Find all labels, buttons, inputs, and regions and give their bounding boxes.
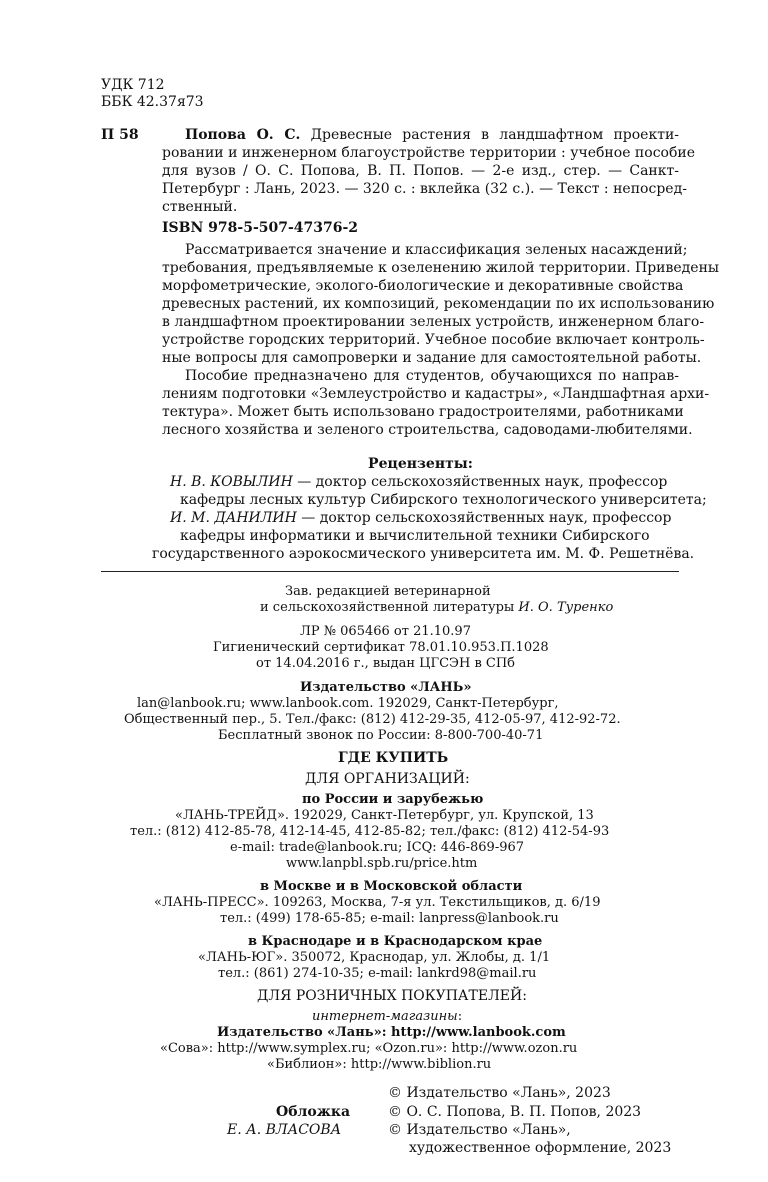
online-stores-label (312, 1009, 462, 1024)
catalog-line-5: ственный. (162, 199, 238, 215)
annotation-line: лесного хозяйства и зеленого строительства, садоводами-любителями. (162, 422, 693, 438)
catalog-line-1 (185, 127, 679, 143)
distributor-line: «ЛАНЬ-ПРЕСС». 109263, Москва, 7-я ул. Текстильщиков, д. 6/19 (154, 895, 601, 910)
reviewer-1 (170, 474, 667, 490)
annotation-line: устройстве городских территорий. Учебное пособие включает контроль- (162, 332, 705, 348)
bbk-code: ББК 42.37я73 (101, 94, 204, 110)
copyright-line: художественное оформление, 2023 (409, 1140, 672, 1156)
annotation-line: древесных растений, их композиций, рекомендации по их использованию (162, 296, 715, 312)
annotation-line: требования, предъявляемые к озеленению жилой территории. Приведены (162, 260, 720, 276)
catalog-line-4: Петербург : Лань, 2023. — 320 с. : вклейка (32 с.). — Текст : непосред- (162, 181, 687, 197)
cover-designer: Е. А. ВЛАСОВА (227, 1122, 342, 1138)
online-stores-colon: : (457, 1009, 463, 1024)
online-store-link[interactable]: «Библион»: http://www.biblion.ru (267, 1057, 492, 1072)
distributor-line: «ЛАНЬ-ЮГ». 350072, Краснодар, ул. Жлобы, д. 1/1 (198, 950, 551, 965)
online-store-link[interactable]: «Сова»: http://www.symplex.ru; «Ozon.ru»: http://www.ozon.ru (160, 1041, 578, 1056)
annotation-line: в ландшафтном проектировании зеленых устройств, инженерном благо- (162, 314, 705, 330)
catalog-author: Попова О. С. (185, 127, 301, 143)
reviewer-1-degree: — доктор сельскохозяйственных наук, профессор (292, 474, 668, 490)
annotation-line: тектура». Может быть использовано градостроителями, работниками (162, 404, 684, 420)
divider (101, 571, 679, 572)
distributor-line: тел.: (861) 274-10-35; e-mail: lankrd98@mail.ru (218, 966, 537, 981)
cover-label: Обложка (276, 1104, 351, 1120)
reviewer-2-name: И. М. ДАНИЛИН (170, 510, 297, 526)
where-to-buy-title: ГДЕ КУПИТЬ (338, 750, 449, 766)
copyright-line: © О. С. Попова, В. П. Попов, 2023 (388, 1104, 642, 1120)
distributor-link[interactable]: www.lanpbl.spb.ru/price.htm (286, 856, 478, 871)
reviewer-2-affiliation: кафедры информатики и вычислительной техники Сибирского (180, 528, 650, 544)
annotation-line: Рассматривается значение и классификация зеленых насаждений; (185, 242, 688, 258)
reviewer-1-affiliation: кафедры лесных культур Сибирского технологического университета; (180, 492, 707, 508)
retail-title: ДЛЯ РОЗНИЧНЫХ ПОКУПАТЕЛЕЙ: (257, 988, 527, 1004)
reviewer-2-degree: — доктор сельскохозяйственных наук, профессор (296, 510, 672, 526)
publisher-contact: Бесплатный звонок по России: 8-800-700-40-71 (218, 728, 544, 743)
catalog-line-2: ровании и инженерном благоустройстве территории : учебное пособие (162, 145, 696, 161)
copyright-line: © Издательство «Лань», 2023 (388, 1085, 611, 1101)
editorial-line: Зав. редакцией ветеринарной (285, 584, 491, 599)
online-store-link[interactable]: Издательство «Лань»: http://www.lanbook.com (217, 1025, 566, 1040)
editorial-line (260, 600, 613, 615)
organizations-title: ДЛЯ ОРГАНИЗАЦИЙ: (305, 771, 470, 787)
region-title-moscow: в Москве и в Московской области (260, 879, 523, 894)
editorial-dept: и сельскохозяйственной литературы (260, 600, 519, 615)
distributor-line: «ЛАНЬ-ТРЕЙД». 192029, Санкт-Петербург, ул. Крупской, 13 (175, 808, 594, 823)
distributor-line: тел.: (812) 412-85-78, 412-14-45, 412-85-82; тел./факс: (812) 412-54-93 (130, 824, 610, 839)
region-title-russia: по России и зарубежью (302, 792, 484, 807)
publisher-name: Издательство «ЛАНЬ» (300, 680, 472, 695)
publisher-contact: lan@lanbook.ru; www.lanbook.com. 192029, Санкт-Петербург, (137, 696, 559, 711)
annotation-line: морфометрические, эколого-биологические и декоративные свойства (162, 278, 684, 294)
catalog-line-3: для вузов / О. С. Попова, В. П. Попов. — 2-е изд., стер. — Санкт- (162, 163, 679, 179)
reviewers-title: Рецензенты: (368, 456, 473, 472)
license-line: от 14.04.2016 г., выдан ЦГСЭН в СПб (256, 656, 516, 671)
editor-name: И. О. Туренко (518, 600, 614, 615)
catalog-code: П 58 (101, 127, 139, 143)
annotation-line: ные вопросы для самопроверки и задание для самостоятельной работы. (162, 350, 702, 366)
distributor-line: тел.: (499) 178-65-85; e-mail: lanpress@lanbook.ru (220, 911, 559, 926)
annotation-line: Пособие предназначено для студентов, обучающихся по направ- (185, 368, 679, 384)
region-title-krasnodar: в Краснодаре и в Краснодарском крае (248, 934, 543, 949)
distributor-line: e-mail: trade@lanbook.ru; ICQ: 446-869-967 (230, 840, 525, 855)
license-line: Гигиенический сертификат 78.01.10.953.П.1028 (213, 640, 549, 655)
copyright-line: © Издательство «Лань», (388, 1122, 571, 1138)
reviewer-1-name: Н. В. КОВЫЛИН (170, 474, 293, 490)
license-line: ЛР № 065466 от 21.10.97 (300, 624, 471, 639)
reviewer-2 (170, 510, 671, 526)
isbn: ISBN 978-5-507-47376-2 (162, 220, 359, 236)
catalog-title-start: Древесные растения в ландшафтном проекти- (300, 127, 680, 143)
udk-code: УДК 712 (101, 77, 165, 93)
publisher-contact: Общественный пер., 5. Тел./факс: (812) 412-29-35, 412-05-97, 412-92-72. (124, 712, 621, 727)
reviewer-2-affiliation: государственного аэрокосмического университета им. М. Ф. Решетнёва. (152, 546, 695, 562)
annotation-line: лениям подготовки «Землеустройство и кадастры», «Ландшафтная архи- (162, 386, 710, 402)
online-stores-word: интернет-магазины (312, 1009, 458, 1024)
